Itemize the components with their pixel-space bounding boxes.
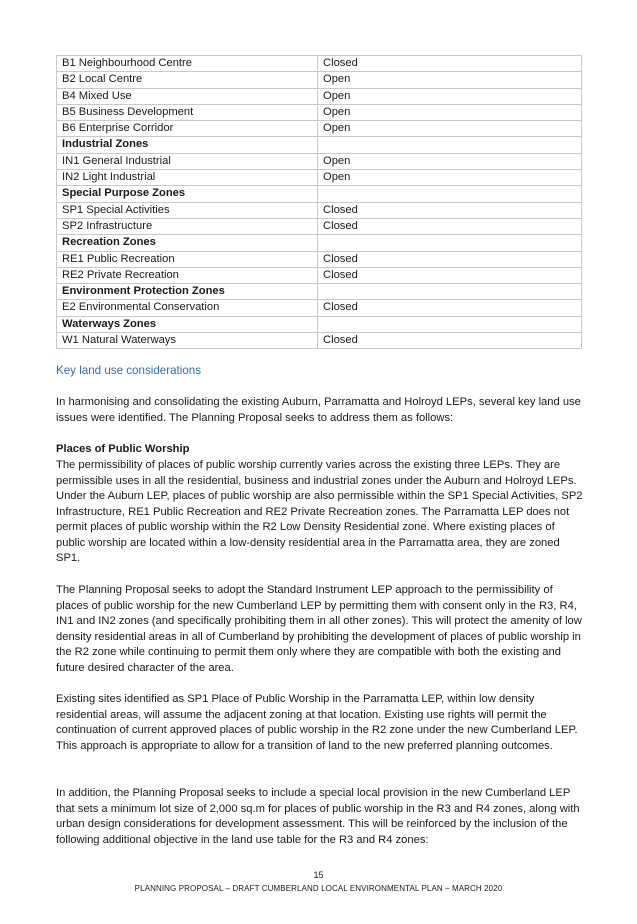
zone-status-cell [318,186,582,202]
zone-status-cell: Closed [318,267,582,283]
zone-status-cell: Open [318,121,582,137]
table-row [57,251,582,267]
table-group-header-row [57,316,582,332]
zone-name-cell: RE2 Private Recreation [57,267,318,283]
paragraph-1: The permissibility of places of public worship currently varies across the existing three LEPs. They are permissible uses in all the residential, business and industrial zones under the Auburn and Holroyd LEPs. Under the Auburn LEP, places of public worship are also permissible within the SP1 Special Activities, SP2 Infrastructure, RE1 Public Recreation and RE2 Private Recreation zones. The Parramatta LEP does not permit places of public worship within the R2 Low Density Residential zone. Where existing places of public worship are located within a low-density residential area in the Parramatta area, they are zoned SP1. [56,459,583,564]
table-group-header-row [57,137,582,153]
zone-status-cell: Open [318,170,582,186]
table-row [57,104,582,120]
paragraph-3: Existing sites identified as SP1 Place of Public Worship in the Parramatta LEP, within low density residential areas, will assume the adjacent zoning at that location. Existing use rights will permit the continuation of current approved places of public worship in the R2 zone under the new Cumberland LEP. This approach is appropriate to allow for a transition of land to the new preferred planning outcomes. [56,693,578,752]
footer-title: PLANNING PROPOSAL – DRAFT CUMBERLAND LOCAL ENVIRONMENTAL PLAN – MARCH 2020 [134,884,503,893]
table-row [57,170,582,186]
zone-name-cell: RE1 Public Recreation [57,251,318,267]
zone-status-cell [318,284,582,300]
zone-group-label: Special Purpose Zones [57,186,318,202]
zone-name-cell: B5 Business Development [57,104,318,120]
zone-status-cell: Open [318,72,582,88]
zone-name-cell: IN1 General Industrial [57,153,318,169]
table-group-header-row [57,284,582,300]
zone-name-cell: B1 Neighbourhood Centre [57,56,318,72]
zone-status-cell: Closed [318,333,582,349]
zone-status-cell: Closed [318,251,582,267]
zone-name-cell: B2 Local Centre [57,72,318,88]
page-number: 15 [313,870,324,880]
zone-status-table [56,55,582,349]
zone-group-label: Waterways Zones [57,316,318,332]
table-row [57,300,582,316]
zone-name-cell: B6 Enterprise Corridor [57,121,318,137]
table-group-header-row [57,235,582,251]
zone-status-cell: Closed [318,300,582,316]
table-row [57,121,582,137]
table-row [57,267,582,283]
paragraph-2: The Planning Proposal seeks to adopt the Standard Instrument LEP approach to the permissibility of places of public worship for the new Cumberland LEP by permitting them with consent only in the R3, R4, IN1 and IN2 zones (and specifically prohibiting them in all other zones). This will protect the amenity of low density residential areas in all of Cumberland by prohibiting the development of places of public worship in the R2 zone while continuing to permit them only where they are compatible with both the existing and future desired character of the area. [56,584,582,674]
table-row [57,202,582,218]
zone-group-label: Recreation Zones [57,235,318,251]
zone-name-cell: W1 Natural Waterways [57,333,318,349]
table-row [57,153,582,169]
paragraph-4: In addition, the Planning Proposal seeks to include a special local provision in the new Cumberland LEP that sets a minimum lot size of 2,000 sq.m for places of public worship in the R3 and R4 zones, along with urban design considerations for development assessment. This will be reinforced by the inclusion of the following additional objective in the land use table for the R3 and R4 zones: [56,787,580,846]
zone-name-cell: SP1 Special Activities [57,202,318,218]
table-group-header-row [57,186,582,202]
zone-status-cell: Open [318,104,582,120]
zone-status-cell: Closed [318,56,582,72]
zone-group-label: Industrial Zones [57,137,318,153]
zone-name-cell: SP2 Infrastructure [57,218,318,234]
table-row [57,72,582,88]
table-row [57,56,582,72]
zone-name-cell: E2 Environmental Conservation [57,300,318,316]
zone-status-cell [318,137,582,153]
zone-status-cell: Closed [318,202,582,218]
zone-status-cell: Closed [318,218,582,234]
table-row [57,333,582,349]
table-row [57,218,582,234]
zone-name-cell: IN2 Light Industrial [57,170,318,186]
zone-name-cell: B4 Mixed Use [57,88,318,104]
table-row [57,88,582,104]
worship-heading: Places of Public Worship [56,443,190,455]
zone-status-cell [318,316,582,332]
zone-table-body [57,56,582,349]
zone-status-cell: Open [318,153,582,169]
zone-status-cell: Open [318,88,582,104]
intro-paragraph: In harmonising and consolidating the existing Auburn, Parramatta and Holroyd LEPs, several key land use issues were identified. The Planning Proposal seeks to address them as follows: [56,396,581,424]
zone-status-cell [318,235,582,251]
zone-group-label: Environment Protection Zones [57,284,318,300]
section-heading: Key land use considerations [56,364,202,377]
